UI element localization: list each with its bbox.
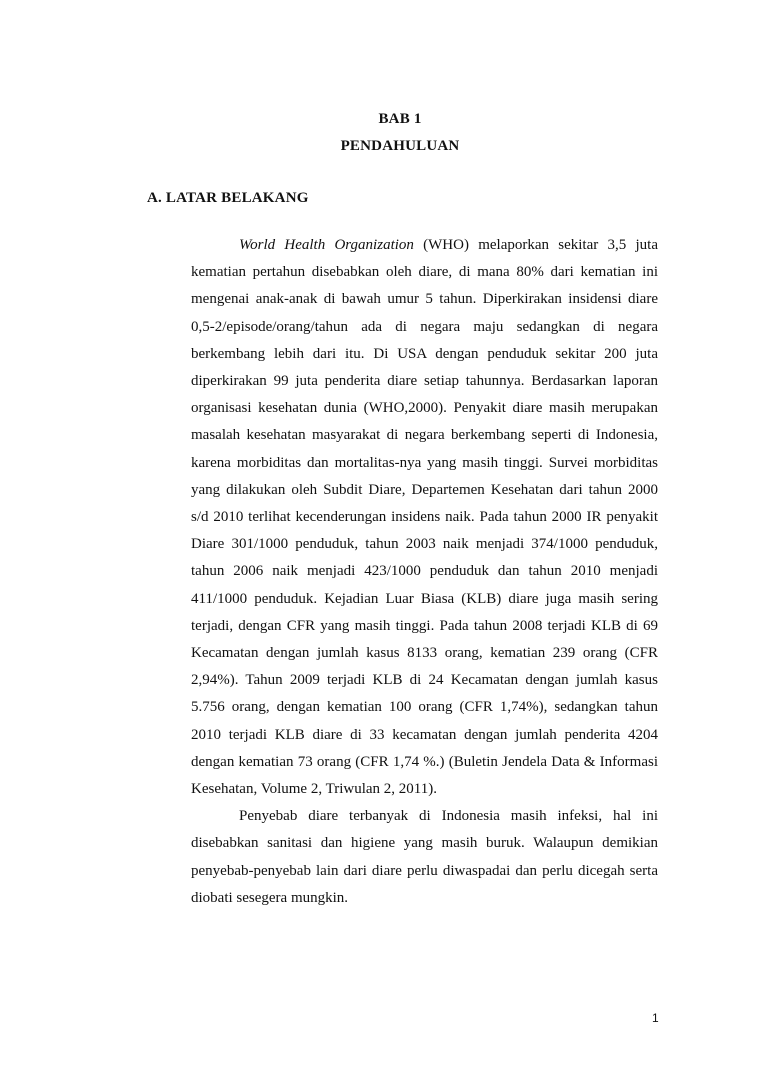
chapter-number: BAB 1 <box>378 111 422 127</box>
paragraph-1 <box>191 232 658 803</box>
section-heading: A. LATAR BELAKANG <box>147 190 309 206</box>
paragraph-1-italic-lead: World Health Organization <box>239 237 414 253</box>
paragraph-1-text: (WHO) melaporkan sekitar 3,5 juta kematian pertahun disebabkan oleh diare, di mana 80% dari kematian ini mengenai anak-anak di bawah umur 5 tahun. Diperkirakan insidensi diare 0,5-2/episode/orang/tahun ada di negara maju sedangkan di negara berkembang lebih dari itu. Di USA dengan penduduk sekitar 200 juta diperkirakan 99 juta penderita diare setiap tahunnya. Berdasarkan laporan organisasi kesehatan dunia (WHO,2000). Penyakit diare masih merupakan masalah kesehatan masyarakat di negara berkembang seperti di Indonesia, karena morbiditas dan mortalitas-nya yang masih tinggi. Survei morbiditas yang dilakukan oleh Subdit Diare, Departemen Kesehatan dari tahun 2000 s/d 2010 terlihat kecenderungan insidens naik. Pada tahun 2000 IR penyakit Diare 301/1000 penduduk, tahun 2003 naik menjadi 374/1000 penduduk, tahun 2006 naik menjadi 423/1000 penduduk dan tahun 2010 menjadi 411/1000 penduduk. Kejadian Luar Biasa (KLB) diare juga masih sering terjadi, dengan CFR yang masih tinggi. Pada tahun 2008 terjadi KLB di 69 Kecamatan dengan jumlah kasus 8133 orang, kematian 239 orang (CFR 2,94%). Tahun 2009 terjadi KLB di 24 Kecamatan dengan jumlah kasus 5.756 orang, dengan kematian 100 orang (CFR 1,74%), sedangkan tahun 2010 terjadi KLB diare di 33 kecamatan dengan jumlah penderita 4204 dengan kematian 73 orang (CFR 1,74 %.) (Buletin Jendela Data & Informasi Kesehatan, Volume 2, Triwulan 2, 2011). <box>191 237 658 798</box>
chapter-title: PENDAHULUAN <box>340 138 460 154</box>
body-text <box>191 232 658 912</box>
page-number: 1 <box>652 1011 659 1025</box>
paragraph-2: Penyebab diare terbanyak di Indonesia masih infeksi, hal ini disebabkan sanitasi dan higiene yang masih buruk. Walaupun demikian penyebab-penyebab lain dari diare perlu diwaspadai dan perlu dicegah serta diobati sesegera mungkin. <box>191 808 658 906</box>
